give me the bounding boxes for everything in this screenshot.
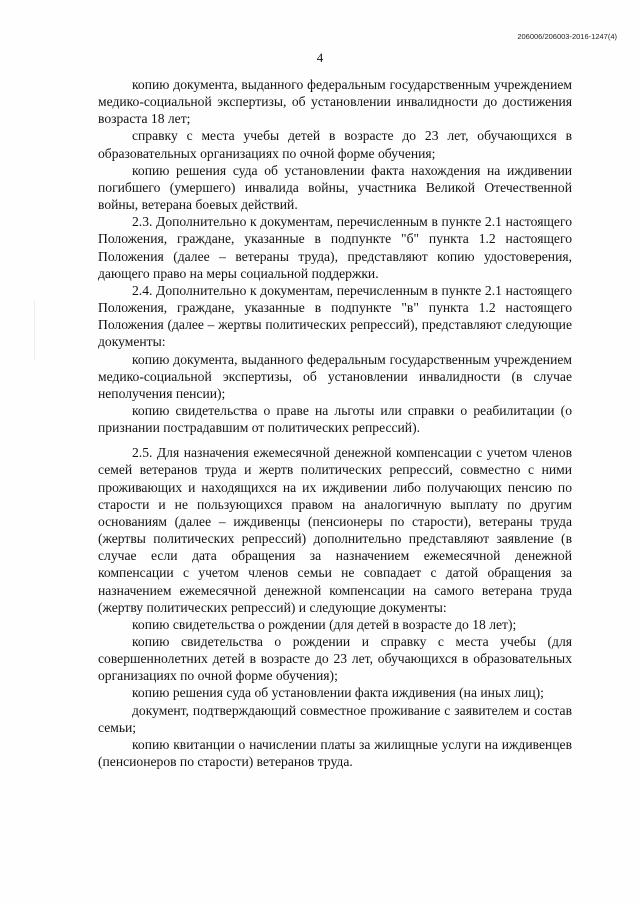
paragraph: копию свидетельства о рождении (для детей в возрасте до 18 лет); [132,616,517,632]
page-number: 4 [316,50,324,65]
scan-edge-mark [34,300,35,360]
paragraph: документ, подтверждающий совместное проживание с заявителем и состав семьи; [98,702,572,735]
paragraph: 2.4. Дополнительно к документам, перечисленным в пункте 2.1 настоящего Положения, граждане, указанные в подпункте "в" пункта 1.2 настоящего Положения (далее – жертвы политических репрессий), представляют следующие документы: [98,282,572,350]
document-body [98,76,572,770]
paragraph: копию документа, выданного федеральным государственным учреждением медико-социальной экспертизы, об установлении инвалидности (в случае неполучения пенсии); [98,351,572,401]
paragraph: копию решения суда об установлении факта иждивения (на иных лиц); [132,685,544,701]
document-id: 206006/206003-2016-1247(4) [517,32,617,41]
paragraph: копию квитанции о начислении платы за жилищные услуги на иждивенцев (пенсионеров по старости) ветеранов труда. [98,736,572,770]
paragraph: справку с места учебы детей в возрасте до 23 лет, обучающихся в образовательных организациях по очной форме обучения; [98,128,572,161]
paragraph: копию решения суда об установлении факта нахождения на иждивении погибшего (умершего) инвалида войны, участника Великой Отечественной войны, ветерана боевых действий. [98,162,572,213]
paragraph: копию документа, выданного федеральным государственным учреждением медико-социальной экспертизы, об установлении инвалидности до достижения возраста 18 лет; [98,77,572,127]
paragraph: 2.3. Дополнительно к документам, перечисленным в пункте 2.1 настоящего Положения, граждане, указанные в подпункте "б" пункта 1.2 настоящего Положения (далее – ветераны труда), представляют копию удостоверения, дающего право на меры социальной поддержки. [98,214,572,281]
paragraph: копию свидетельства о рождении и справку с места учебы (для совершеннолетних детей в возрасте до 23 лет, обучающихся в образовательных организациях по очной форме обучения); [98,634,572,684]
paragraph: копию свидетельства о праве на льготы или справки о реабилитации (о признании пострадавшим от политических репрессий). [98,402,572,436]
paragraph: 2.5. Для назначения ежемесячной денежной компенсации с учетом членов семей ветеранов труда и жертв политических репрессий, совместно с ними проживающих и находящихся на их иждивении либо получающих пенсию по старости и не пользующихся правом на аналогичную выплату по другим основаниям (далее – иждивенцы (пенсионеры по старости), ветераны труда (жертвы политических репрессий) дополнительно представляют заявление (в случае если дата обращения за назначением ежемесячной денежной компенсации с учетом членов семьи не совпадает с датой обращения за назначением ежемесячной денежной компенсации на самого ветерана труда (жертву политических репрессий) и следующие документы: [98,445,572,615]
